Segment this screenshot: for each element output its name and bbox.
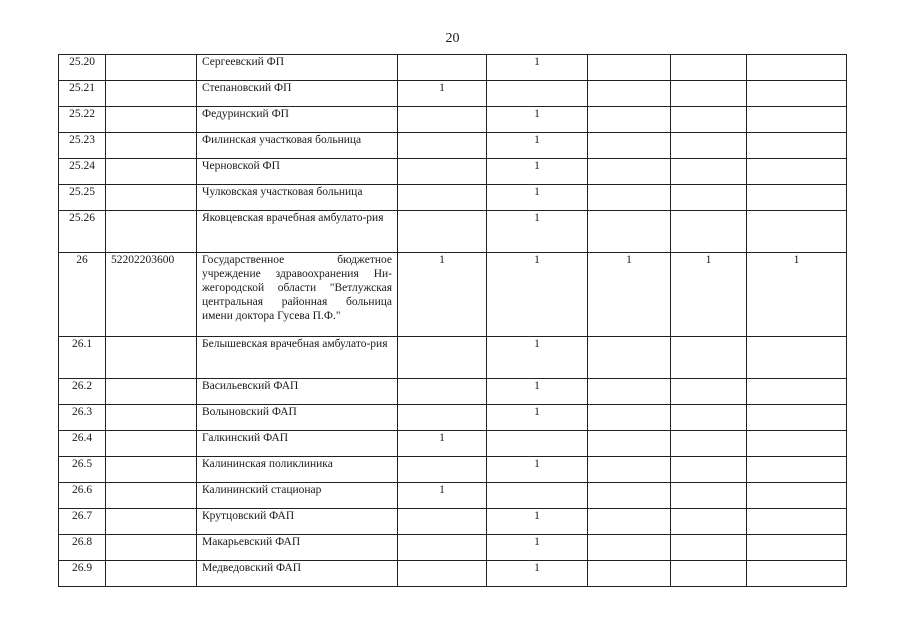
row-value-1 bbox=[398, 107, 487, 133]
row-code bbox=[106, 337, 197, 379]
table-row bbox=[59, 159, 847, 185]
row-value-5 bbox=[747, 81, 847, 107]
row-name: Федуринский ФП bbox=[197, 107, 398, 133]
row-code bbox=[106, 107, 197, 133]
row-value-5 bbox=[747, 211, 847, 253]
row-value-2: 1 bbox=[487, 509, 588, 535]
row-value-5 bbox=[747, 107, 847, 133]
row-number: 26.5 bbox=[59, 457, 106, 483]
row-value-4 bbox=[671, 431, 747, 457]
row-value-1 bbox=[398, 509, 487, 535]
row-value-5 bbox=[747, 337, 847, 379]
row-code bbox=[106, 379, 197, 405]
row-value-5 bbox=[747, 431, 847, 457]
row-value-3 bbox=[588, 159, 671, 185]
row-value-4 bbox=[671, 107, 747, 133]
row-value-5 bbox=[747, 483, 847, 509]
row-code bbox=[106, 457, 197, 483]
row-value-3 bbox=[588, 55, 671, 81]
row-value-5 bbox=[747, 405, 847, 431]
row-value-3 bbox=[588, 535, 671, 561]
table-row bbox=[59, 561, 847, 587]
row-value-5 bbox=[747, 379, 847, 405]
row-name: Васильевский ФАП bbox=[197, 379, 398, 405]
row-value-1 bbox=[398, 405, 487, 431]
row-code bbox=[106, 431, 197, 457]
row-value-2: 1 bbox=[487, 405, 588, 431]
row-value-1 bbox=[398, 185, 487, 211]
row-name: Сергеевский ФП bbox=[197, 55, 398, 81]
row-number: 26.9 bbox=[59, 561, 106, 587]
row-code bbox=[106, 211, 197, 253]
row-value-3 bbox=[588, 211, 671, 253]
table-row bbox=[59, 211, 847, 253]
row-number: 26.1 bbox=[59, 337, 106, 379]
row-name: Чулковская участковая больница bbox=[197, 185, 398, 211]
row-name: Белышевская врачебная амбулато-рия bbox=[197, 337, 398, 379]
row-value-4 bbox=[671, 483, 747, 509]
table-row bbox=[59, 405, 847, 431]
row-code bbox=[106, 405, 197, 431]
row-name: Филинская участковая больница bbox=[197, 133, 398, 159]
row-number: 26.2 bbox=[59, 379, 106, 405]
row-value-5 bbox=[747, 55, 847, 81]
row-number: 26.7 bbox=[59, 509, 106, 535]
row-value-5 bbox=[747, 133, 847, 159]
row-value-2: 1 bbox=[487, 159, 588, 185]
table-row bbox=[59, 535, 847, 561]
row-code bbox=[106, 509, 197, 535]
row-value-4 bbox=[671, 535, 747, 561]
row-value-2: 1 bbox=[487, 457, 588, 483]
row-value-2: 1 bbox=[487, 535, 588, 561]
row-code bbox=[106, 483, 197, 509]
row-name: Яковцевская врачебная амбулато-рия bbox=[197, 211, 398, 253]
row-code bbox=[106, 561, 197, 587]
row-value-2: 1 bbox=[487, 211, 588, 253]
row-value-3 bbox=[588, 431, 671, 457]
row-value-3 bbox=[588, 107, 671, 133]
row-code: 52202203600 bbox=[106, 253, 197, 337]
row-number: 26 bbox=[59, 253, 106, 337]
row-value-1: 1 bbox=[398, 483, 487, 509]
row-number: 25.26 bbox=[59, 211, 106, 253]
row-code bbox=[106, 159, 197, 185]
table-row bbox=[59, 337, 847, 379]
row-value-4 bbox=[671, 159, 747, 185]
row-name: Государственное бюджетное учреждение здравоохранения Ни-жегородской области "Ветлужская центральная районная больница имени доктора Гусева П.Ф." bbox=[197, 253, 398, 337]
row-value-2: 1 bbox=[487, 337, 588, 379]
row-name: Степановский ФП bbox=[197, 81, 398, 107]
row-value-2 bbox=[487, 81, 588, 107]
row-name: Калининский стационар bbox=[197, 483, 398, 509]
row-value-3 bbox=[588, 561, 671, 587]
row-value-4 bbox=[671, 561, 747, 587]
row-number: 25.25 bbox=[59, 185, 106, 211]
row-number: 26.6 bbox=[59, 483, 106, 509]
row-code bbox=[106, 81, 197, 107]
row-value-2: 1 bbox=[487, 133, 588, 159]
row-value-5 bbox=[747, 535, 847, 561]
row-value-2: 1 bbox=[487, 253, 588, 337]
table-row bbox=[59, 483, 847, 509]
table-row bbox=[59, 55, 847, 81]
row-value-4 bbox=[671, 185, 747, 211]
row-value-3 bbox=[588, 457, 671, 483]
row-value-1 bbox=[398, 379, 487, 405]
row-value-4 bbox=[671, 405, 747, 431]
row-value-5 bbox=[747, 159, 847, 185]
row-number: 26.8 bbox=[59, 535, 106, 561]
row-value-1 bbox=[398, 561, 487, 587]
row-value-5 bbox=[747, 509, 847, 535]
row-value-2 bbox=[487, 483, 588, 509]
row-value-3 bbox=[588, 483, 671, 509]
table-row bbox=[59, 379, 847, 405]
row-value-1: 1 bbox=[398, 81, 487, 107]
row-value-1: 1 bbox=[398, 431, 487, 457]
row-value-4 bbox=[671, 379, 747, 405]
row-value-4: 1 bbox=[671, 253, 747, 337]
row-value-4 bbox=[671, 337, 747, 379]
table-row bbox=[59, 431, 847, 457]
row-value-1 bbox=[398, 133, 487, 159]
row-value-2: 1 bbox=[487, 379, 588, 405]
row-value-4 bbox=[671, 81, 747, 107]
row-value-2: 1 bbox=[487, 107, 588, 133]
row-value-3: 1 bbox=[588, 253, 671, 337]
table-row bbox=[59, 457, 847, 483]
row-value-4 bbox=[671, 509, 747, 535]
row-value-5 bbox=[747, 457, 847, 483]
row-value-4 bbox=[671, 55, 747, 81]
row-value-2: 1 bbox=[487, 55, 588, 81]
row-value-3 bbox=[588, 81, 671, 107]
row-number: 25.22 bbox=[59, 107, 106, 133]
facilities-table bbox=[58, 54, 847, 587]
row-value-3 bbox=[588, 133, 671, 159]
row-value-3 bbox=[588, 185, 671, 211]
row-value-4 bbox=[671, 211, 747, 253]
table-row bbox=[59, 133, 847, 159]
row-code bbox=[106, 133, 197, 159]
row-value-1 bbox=[398, 159, 487, 185]
row-code bbox=[106, 535, 197, 561]
row-number: 25.21 bbox=[59, 81, 106, 107]
row-value-2: 1 bbox=[487, 185, 588, 211]
row-value-1 bbox=[398, 457, 487, 483]
table-row bbox=[59, 509, 847, 535]
table-row bbox=[59, 253, 847, 337]
table-row bbox=[59, 81, 847, 107]
row-name: Галкинский ФАП bbox=[197, 431, 398, 457]
row-value-1 bbox=[398, 337, 487, 379]
row-number: 26.4 bbox=[59, 431, 106, 457]
row-value-4 bbox=[671, 133, 747, 159]
table-row bbox=[59, 185, 847, 211]
row-value-3 bbox=[588, 509, 671, 535]
row-value-3 bbox=[588, 405, 671, 431]
row-code bbox=[106, 55, 197, 81]
row-name: Калининская поликлиника bbox=[197, 457, 398, 483]
row-value-2 bbox=[487, 431, 588, 457]
row-value-3 bbox=[588, 379, 671, 405]
row-value-2: 1 bbox=[487, 561, 588, 587]
row-name: Макарьевский ФАП bbox=[197, 535, 398, 561]
row-number: 25.23 bbox=[59, 133, 106, 159]
row-value-4 bbox=[671, 457, 747, 483]
row-value-3 bbox=[588, 337, 671, 379]
row-name: Черновской ФП bbox=[197, 159, 398, 185]
row-value-5 bbox=[747, 185, 847, 211]
row-number: 25.24 bbox=[59, 159, 106, 185]
page-number: 20 bbox=[445, 31, 460, 46]
row-code bbox=[106, 185, 197, 211]
row-value-5: 1 bbox=[747, 253, 847, 337]
row-value-1 bbox=[398, 535, 487, 561]
row-value-1 bbox=[398, 211, 487, 253]
row-name: Волыновский ФАП bbox=[197, 405, 398, 431]
row-number: 26.3 bbox=[59, 405, 106, 431]
row-name: Крутцовский ФАП bbox=[197, 509, 398, 535]
table-row bbox=[59, 107, 847, 133]
row-name: Медведовский ФАП bbox=[197, 561, 398, 587]
row-value-5 bbox=[747, 561, 847, 587]
row-number: 25.20 bbox=[59, 55, 106, 81]
row-value-1 bbox=[398, 55, 487, 81]
row-value-1: 1 bbox=[398, 253, 487, 337]
